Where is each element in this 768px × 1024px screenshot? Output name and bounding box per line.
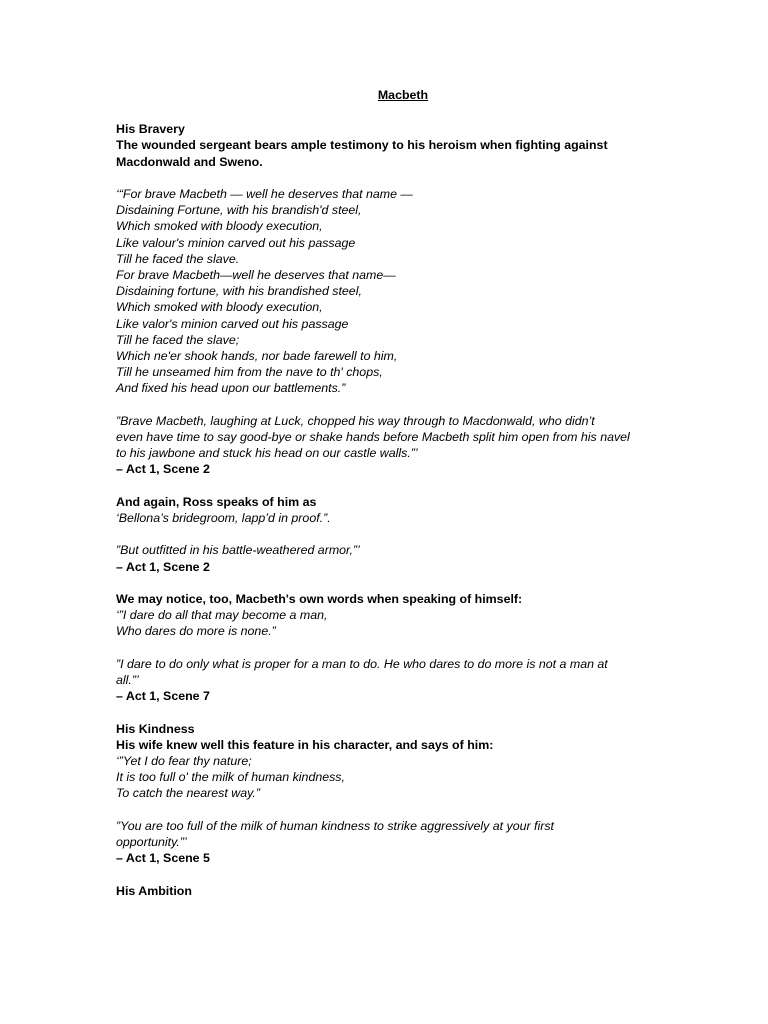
kindness-heading: His Kindness bbox=[116, 721, 195, 736]
kindness-quote-line: ‘”Yet I do fear thy nature; bbox=[116, 754, 252, 769]
ambition-heading: His Ambition bbox=[116, 883, 192, 898]
kindness-paraphrase-line: ”You are too full of the milk of human kindness to strike aggressively at your first bbox=[116, 818, 555, 833]
ross-block bbox=[116, 494, 728, 526]
quote-line: Which smoked with bloody execution, bbox=[116, 219, 323, 234]
bravery-intro-line: The wounded sergeant bears ample testimony to his heroism when fighting against bbox=[116, 138, 608, 153]
kindness-block bbox=[116, 721, 728, 802]
paraphrase-line: to his jawbone and stuck his head on our castle walls.”’ bbox=[116, 446, 418, 461]
kindness-intro: His wife knew well this feature in his character, and says of him: bbox=[116, 737, 494, 752]
citation: – Act 1, Scene 2 bbox=[116, 462, 210, 477]
quote-line: Till he unseamed him from the nave to th' chops, bbox=[116, 365, 383, 380]
ross-paraphrase: ”But outfitted in his battle-weathered armor,”’ bbox=[116, 543, 360, 558]
ross-quote: ‘Bellona’s bridegroom, lapp’d in proof.”. bbox=[116, 511, 331, 526]
bravery-intro-line: Macdonwald and Sweno. bbox=[116, 154, 263, 169]
paraphrase-line: ”Brave Macbeth, laughing at Luck, chopped his way through to Macdonwald, who didn’t bbox=[116, 413, 595, 428]
quote-line: Like valour's minion carved out his passage bbox=[116, 235, 356, 250]
ambition-block bbox=[116, 883, 728, 899]
quote-line: Which ne'er shook hands, nor bade farewell to him, bbox=[116, 349, 398, 364]
quote-line: And fixed his head upon our battlements.” bbox=[116, 381, 346, 396]
kindness-paraphrase-line: opportunity.”’ bbox=[116, 835, 187, 850]
quote-line: For brave Macbeth—well he deserves that name— bbox=[116, 268, 396, 283]
quote-line: Till he faced the slave. bbox=[116, 251, 240, 266]
quote-line: Disdaining Fortune, with his brandish'd steel, bbox=[116, 203, 362, 218]
bravery-paraphrase-block bbox=[116, 413, 728, 478]
kindness-quote-line: To catch the nearest way.” bbox=[116, 786, 260, 801]
self-paraphrase-line: all.”’ bbox=[116, 673, 139, 688]
bravery-quote-block bbox=[116, 186, 728, 397]
ross-paraphrase-block bbox=[116, 542, 728, 574]
citation: – Act 1, Scene 5 bbox=[116, 851, 210, 866]
quote-line: Like valor's minion carved out his passage bbox=[116, 316, 349, 331]
paraphrase-line: even have time to say good-bye or shake hands before Macbeth split him open from his navel bbox=[116, 430, 630, 445]
quote-line: ‘“For brave Macbeth — well he deserves that name — bbox=[116, 187, 413, 201]
bravery-heading: His Bravery bbox=[116, 122, 185, 137]
self-quote-line: ‘”I dare do all that may become a man, bbox=[116, 608, 328, 623]
self-quote-block bbox=[116, 591, 728, 640]
citation: – Act 1, Scene 7 bbox=[116, 689, 210, 704]
kindness-quote-line: It is too full o' the milk of human kindness, bbox=[116, 770, 345, 785]
quote-line: Which smoked with bloody execution, bbox=[116, 300, 323, 315]
document-title: Macbeth bbox=[377, 88, 429, 102]
citation: – Act 1, Scene 2 bbox=[116, 559, 210, 574]
self-paraphrase-block bbox=[116, 656, 728, 705]
ross-intro: And again, Ross speaks of him as bbox=[116, 494, 317, 509]
self-quote-line: Who dares do more is none.” bbox=[116, 624, 276, 639]
bravery-intro-block bbox=[116, 121, 728, 170]
self-paraphrase-line: ”I dare to do only what is proper for a man to do. He who dares to do more is not a man at bbox=[116, 656, 608, 671]
quote-line: Till he faced the slave; bbox=[116, 332, 240, 347]
kindness-paraphrase-block bbox=[116, 818, 728, 867]
quote-line: Disdaining fortune, with his brandished steel, bbox=[116, 284, 362, 299]
self-intro: We may notice, too, Macbeth's own words when speaking of himself: bbox=[116, 592, 523, 607]
